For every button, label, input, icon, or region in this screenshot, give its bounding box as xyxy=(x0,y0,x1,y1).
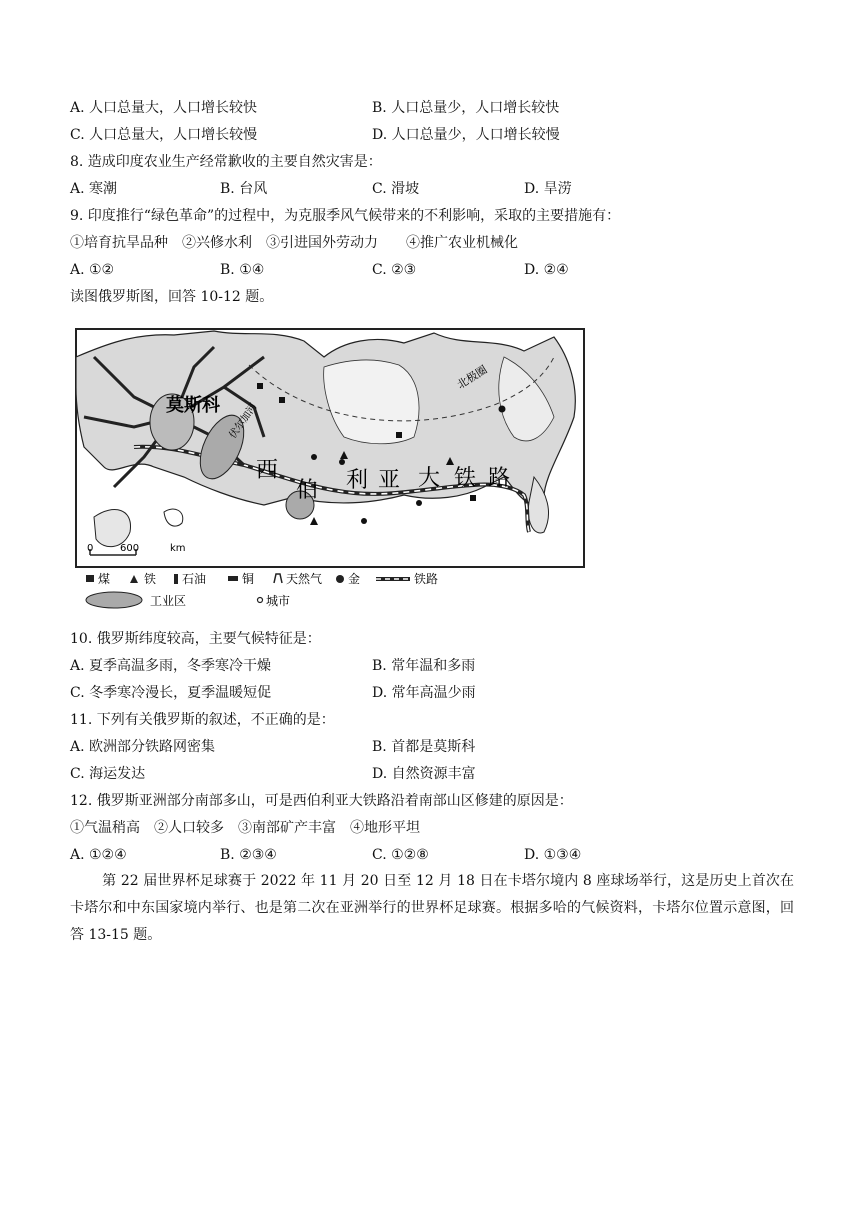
railway-char-2: 伯 xyxy=(296,478,319,503)
q10-option-a: A. 夏季高温多雨，冬季寒冷干燥 xyxy=(70,658,272,674)
industrial-zone-icon xyxy=(86,592,142,608)
q12-option-a: A. ①②④ xyxy=(70,847,127,863)
q7-option-c: C. 人口总量大，人口增长较慢 xyxy=(70,127,258,143)
legend-gold: 金 xyxy=(348,572,361,586)
legend-iron: 铁 xyxy=(144,572,157,586)
q7-option-b: B. 人口总量少，人口增长较快 xyxy=(372,100,560,116)
worldcup-passage xyxy=(70,868,794,949)
railway-char-4: 亚 xyxy=(378,468,401,493)
caspian-region xyxy=(94,510,131,547)
legend-copper: 铜 xyxy=(242,572,255,586)
scale-600: 600 xyxy=(120,543,140,554)
q10-option-d: D. 常年高温少雨 xyxy=(372,685,476,701)
q11-option-b: B. 首都是莫斯科 xyxy=(372,739,476,755)
volga-label: 伏尔加河 xyxy=(227,401,260,441)
scale-unit: km xyxy=(170,543,186,554)
q10-option-b: B. 常年温和多雨 xyxy=(372,658,476,674)
scale-zero: 0 xyxy=(87,543,94,554)
q12-items: ①气温稍高 ②人口较多 ③南部矿产丰富 ④地形平坦 xyxy=(70,820,420,836)
q11-option-d: D. 自然资源丰富 xyxy=(372,766,476,782)
q10-stem: 10. 俄罗斯纬度较高，主要气候特征是： xyxy=(70,631,321,647)
q12-stem: 12. 俄罗斯亚洲部分南部多山，可是西伯利亚大铁路沿着南部山区修建的原因是： xyxy=(70,793,573,809)
q11-option-a: A. 欧洲部分铁路网密集 xyxy=(70,739,216,755)
q8-option-c: C. 滑坡 xyxy=(372,181,420,197)
q8-stem: 8. 造成印度农业生产经常歉收的主要自然灾害是： xyxy=(70,154,382,170)
railway-char-1: 西 xyxy=(256,458,279,483)
q11-option-c: C. 海运发达 xyxy=(70,766,146,782)
moscow-label: 莫斯科 xyxy=(166,395,220,416)
q12-option-d: D. ①③④ xyxy=(524,847,582,863)
q11-stem: 11. 下列有关俄罗斯的叙述，不正确的是： xyxy=(70,712,335,728)
railway-char-6: 铁 xyxy=(454,466,477,491)
legend-industrial: 工业区 xyxy=(150,594,187,608)
q9-stem: 9. 印度推行“绿色革命”的过程中，为克服季风气候带来的不利影响，采取的主要措施有： xyxy=(70,208,621,224)
q10-option-c: C. 冬季寒冷漫长，夏季温暖短促 xyxy=(70,685,272,701)
q12-option-b: B. ②③④ xyxy=(220,847,277,863)
russia-map xyxy=(74,327,586,612)
map-intro: 读图俄罗斯图，回答 10-12 题。 xyxy=(70,289,274,305)
q7-option-a: A. 人口总量大，人口增长较快 xyxy=(70,100,258,116)
q9-option-d: D. ②④ xyxy=(524,262,569,278)
coal-icon xyxy=(86,575,94,582)
legend-gas: 天然气 xyxy=(286,572,323,586)
copper-icon xyxy=(228,576,238,581)
q12-option-c: C. ①②⑧ xyxy=(372,847,429,863)
arctic-circle-label: 北极圈 xyxy=(454,363,490,392)
q9-option-b: B. ①④ xyxy=(220,262,265,278)
q7-option-d: D. 人口总量少，人口增长较慢 xyxy=(372,127,560,143)
q8-option-a: A. 寒潮 xyxy=(70,181,118,197)
legend-coal: 煤 xyxy=(98,572,111,586)
oil-icon xyxy=(174,574,178,584)
q9-items: ①培育抗旱品种 ②兴修水利 ③引进国外劳动力 ④推广农业机械化 xyxy=(70,235,518,251)
gold-icon xyxy=(336,575,344,583)
legend-city: 城市 xyxy=(266,594,291,608)
q8-option-d: D. 旱涝 xyxy=(524,181,572,197)
legend-railway: 铁路 xyxy=(414,572,439,586)
railway-char-5: 大 xyxy=(418,466,441,491)
railway-char-7: 路 xyxy=(488,466,511,491)
q8-option-b: B. 台风 xyxy=(220,181,268,197)
legend-oil: 石油 xyxy=(182,572,207,586)
worldcup-passage-text: 第 22 届世界杯足球赛于 2022 年 11 月 20 日至 12 月 18 日在卡塔尔境内 8 座球场举行，这是历史上首次在卡塔尔和中东国家境内举行、也是第二次在亚洲举行的世界杯足球赛。根据多哈的气候资料，卡塔尔位置示意图，回答 13-15 题。 xyxy=(70,873,794,943)
railway-char-3: 利 xyxy=(346,468,369,493)
q9-option-c: C. ②③ xyxy=(372,262,417,278)
q9-option-a: A. ①② xyxy=(70,262,115,278)
